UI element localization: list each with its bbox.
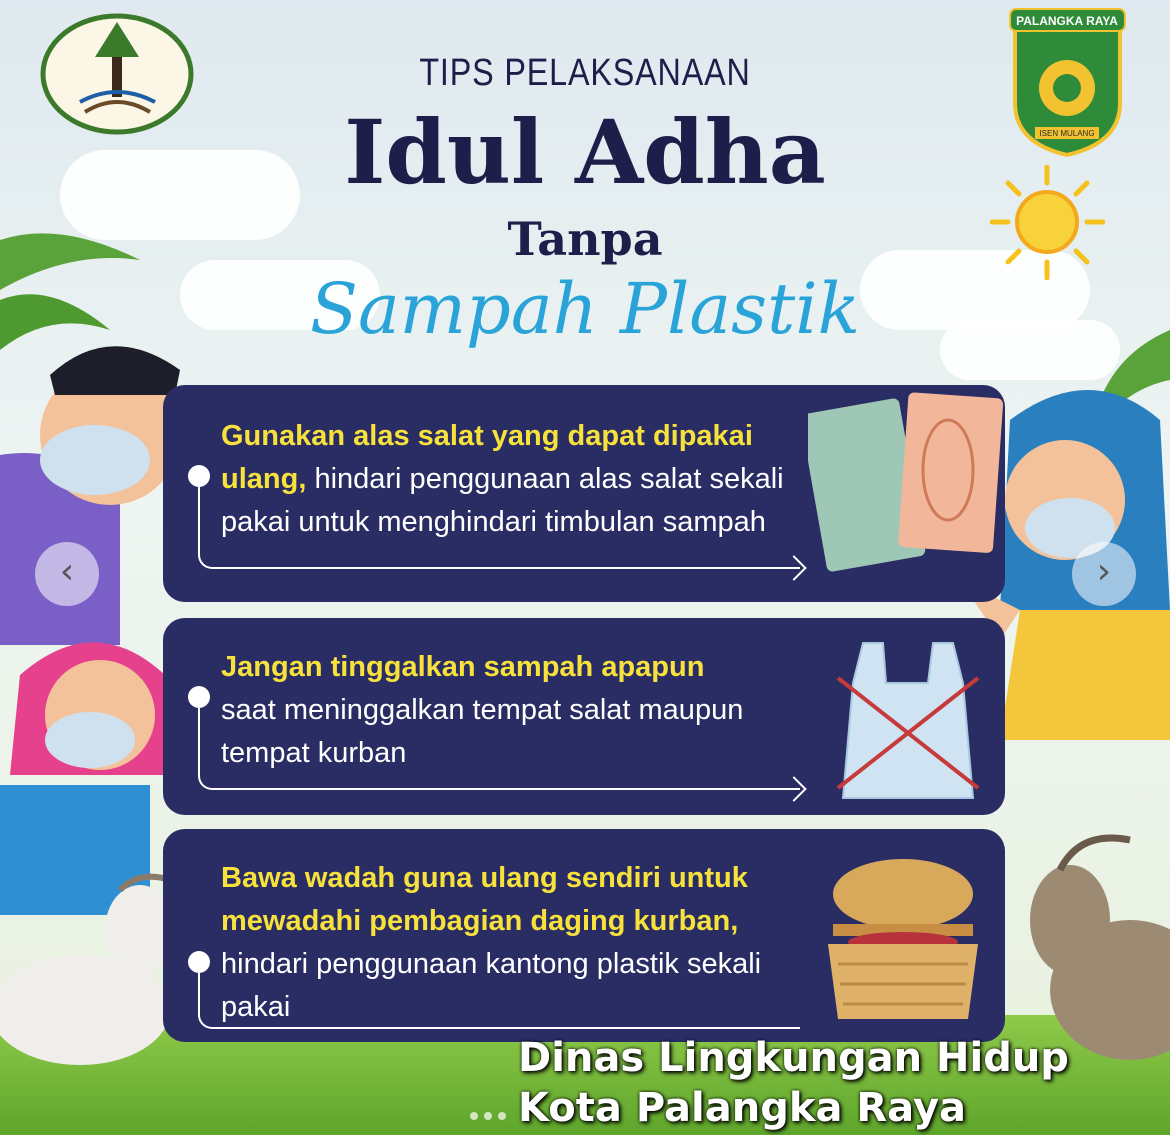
tips-heading: TIPS PELAKSANAAN [419, 52, 751, 94]
next-slide-button[interactable]: › [1072, 542, 1136, 606]
crossed-plastic-bag-icon [828, 623, 998, 803]
tip-lead-1: Gunakan alas salat yang dapat dipakai ulang, [221, 420, 753, 495]
bullet-dot [188, 465, 210, 487]
tip-card-3 [163, 829, 1005, 1042]
tip-card-1 [163, 385, 1005, 602]
tip-lead-3: Bawa wadah guna ulang sendiri untuk mewadahi pembagian daging kurban, [221, 862, 748, 937]
emblem-ribbon-text: ISEN MULANG [1039, 129, 1095, 138]
bullet-dot [188, 951, 210, 973]
tip-rest-2: saat meninggalkan tempat salat maupun tempat kurban [221, 694, 744, 769]
emblem-banner-text: PALANGKA RAYA [1016, 14, 1118, 28]
title-sampah-plastik: Sampah Plastik [309, 268, 861, 350]
pagination-dots [470, 1105, 512, 1124]
tip-lead-2: Jangan tinggalkan sampah apapun [221, 651, 705, 683]
footer-line-1: Dinas Lingkungan Hidup [518, 1035, 1069, 1081]
tip-rest-3: hindari penggunaan kantong plastik sekali pakai [221, 948, 762, 1023]
rattan-basket-icon [818, 854, 988, 1029]
tip-card-2 [163, 618, 1005, 815]
title-tanpa: Tanpa [507, 212, 663, 266]
footer-line-2: Kota Palangka Raya [518, 1085, 967, 1131]
previous-slide-button[interactable]: ‹ [35, 542, 99, 606]
connector-line [198, 485, 800, 569]
tip-rest-1: hindari penggunaan alas salat sekali pakai untuk menghindari timbulan sampah [221, 463, 784, 538]
goat-left [0, 870, 190, 1090]
connector-line [198, 971, 800, 1029]
prayer-mat-icon [808, 385, 1008, 575]
bullet-dot [188, 686, 210, 708]
connector-line [198, 706, 800, 790]
page-title: Idul Adha [344, 100, 826, 204]
